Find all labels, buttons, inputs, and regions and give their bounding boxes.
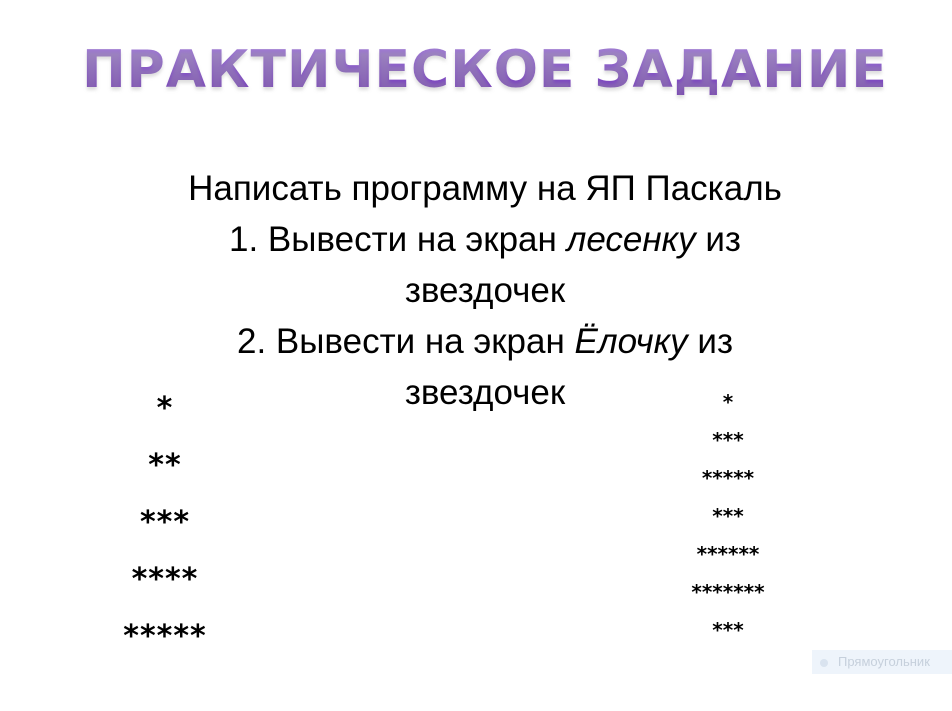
task-item-2: 2. Вывести на экран Ёлочку из (236, 322, 733, 361)
tooltip-label: Прямоугольник (838, 654, 930, 669)
stair-row: * (156, 391, 174, 426)
tree-row: *** (712, 618, 744, 642)
tree-row: * (722, 390, 734, 414)
stair-row: ***** (123, 619, 207, 654)
stair-row: *** (139, 505, 191, 540)
stair-pattern (110, 380, 220, 665)
task-item-1-continuation: звездочек (404, 271, 566, 310)
tree-row: ***** (701, 466, 755, 490)
task-item-2-emphasis: Ёлочку (574, 322, 688, 361)
task-item-1-emphasis: лесенку (566, 220, 696, 259)
tree-row: *** (712, 428, 744, 452)
tree-row: ****** (696, 542, 760, 566)
tree-pattern (668, 383, 788, 649)
task-item-1: 1. Вывести на экран лесенку из (229, 220, 741, 259)
stair-row: **** (131, 562, 199, 597)
slide-title: ПРАКТИЧЕСКОЕ ЗАДАНИЕ (0, 40, 952, 100)
stair-row: ** (148, 448, 182, 483)
tree-row: *** (712, 504, 744, 528)
tree-row: ******* (691, 580, 765, 604)
bullet-icon (820, 659, 828, 667)
task-item-2-continuation: звездочек (404, 373, 566, 412)
shape-tooltip (812, 650, 952, 674)
task-intro: Написать программу на ЯП Паскаль (188, 169, 782, 208)
